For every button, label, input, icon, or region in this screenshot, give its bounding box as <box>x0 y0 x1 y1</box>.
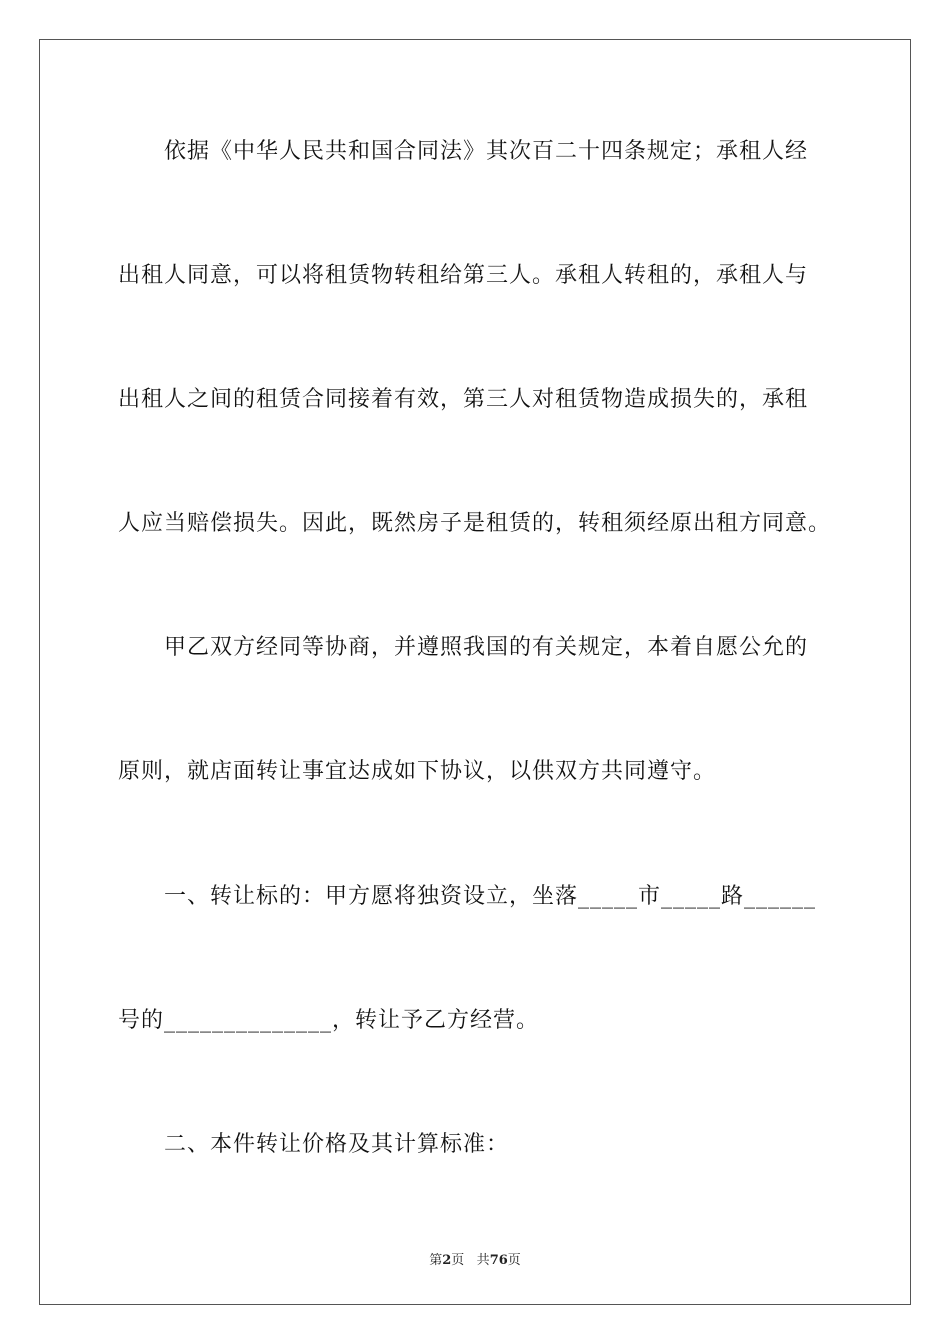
paragraph-line-6: 原则，就店面转让事宜达成如下协议，以供双方共同遵守。 <box>118 759 717 784</box>
paragraph-line-9: 二、本件转让价格及其计算标准： <box>164 1132 510 1157</box>
paragraph-line-7: 一、转让标的：甲方愿将独资设立，坐落_____市_____路______ <box>164 884 817 909</box>
paragraph-line-8: 号的______________，转让予乙方经营。 <box>118 1008 540 1033</box>
footer-page-prefix: 第 <box>429 1253 443 1268</box>
paragraph-line-5: 甲乙双方经同等协商，并遵照我国的有关规定，本着自愿公允的 <box>164 635 809 660</box>
footer-total-suffix: 页 <box>507 1253 521 1268</box>
paragraph-line-2: 出租人同意，可以将租赁物转租给第三人。承租人转租的，承租人与 <box>118 263 809 288</box>
paragraph-line-4: 人应当赔偿损失。因此，既然房子是租赁的，转租须经原出租方同意。 <box>118 511 832 536</box>
footer-page-suffix: 页 <box>451 1253 465 1268</box>
page-footer <box>0 1249 950 1268</box>
paragraph-line-3: 出租人之间的租赁合同接着有效，第三人对租赁物造成损失的，承租 <box>118 387 809 412</box>
paragraph-line-1: 依据《中华人民共和国合同法》其次百二十四条规定；承租人经 <box>164 139 809 164</box>
footer-page-number: 2 <box>442 1253 452 1268</box>
footer-total-prefix: 共 <box>476 1253 490 1268</box>
page-frame <box>39 39 911 1305</box>
footer-total-number: 76 <box>489 1253 508 1268</box>
